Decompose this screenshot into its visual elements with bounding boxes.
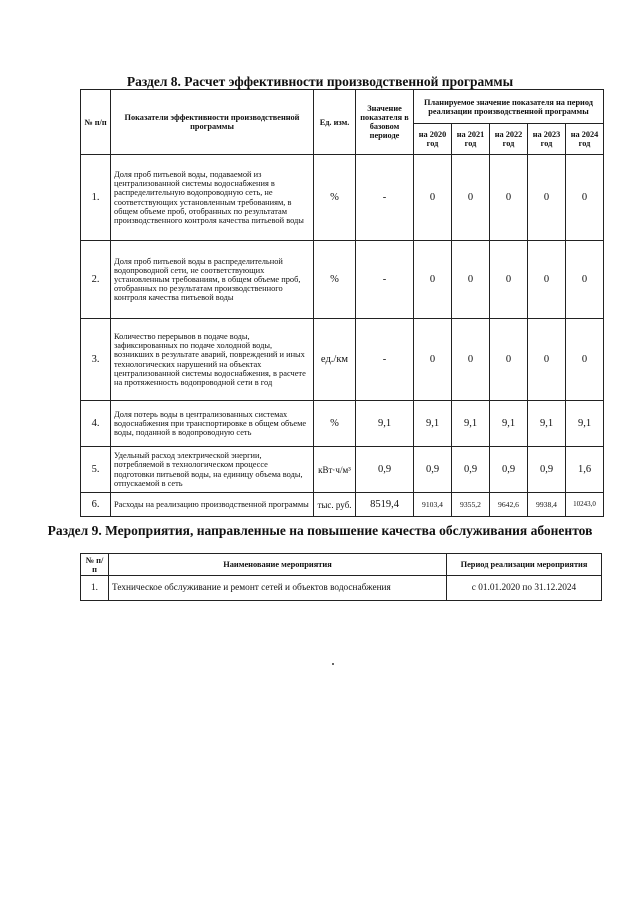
row-value-2022: 0,9 xyxy=(490,447,528,493)
row-value-2020: 9,1 xyxy=(414,401,452,447)
row-unit: кВт·ч/м³ xyxy=(314,447,356,493)
row-indicator: Доля проб питьевой воды, подаваемой из централизованной системы водоснабжения в распределительную водопроводную сеть, не соответствующих установленным требованиям, в общем объеме проб, отобранных по результатам производственного контроля качества питьевой воды xyxy=(111,155,314,241)
header-year-2023: на 2023 год xyxy=(528,124,566,155)
row-num: 3. xyxy=(81,319,111,401)
row-value-2020: 0,9 xyxy=(414,447,452,493)
table-row xyxy=(81,155,604,241)
row-value-2020: 0 xyxy=(414,155,452,241)
header-planned: Планируемое значение показателя на период реализации производственной программы xyxy=(414,90,604,124)
row-value-2024: 10243,0 xyxy=(566,493,604,517)
section-9-title: Раздел 9. Мероприятия, направленные на повышение качества обслуживания абонентов xyxy=(47,523,593,538)
header-unit: Ед. изм. xyxy=(314,90,356,155)
row-base-value: 8519,4 xyxy=(356,493,414,517)
row-num: 1. xyxy=(81,576,109,601)
row-value-2024: 9,1 xyxy=(566,401,604,447)
table-row xyxy=(81,576,602,601)
row-value-2020: 0 xyxy=(414,241,452,319)
table-row xyxy=(81,241,604,319)
row-measure-name: Техническое обслуживание и ремонт сетей и объектов водоснабжения xyxy=(109,576,447,601)
row-value-2022: 0 xyxy=(490,155,528,241)
header-base-value: Значение показателя в базовом периоде xyxy=(356,90,414,155)
row-unit: % xyxy=(314,155,356,241)
header-measure-name: Наименование мероприятия xyxy=(109,554,447,576)
row-base-value: - xyxy=(356,155,414,241)
row-value-2021: 9,1 xyxy=(452,401,490,447)
row-indicator: Удельный расход электрической энергии, потребляемой в технологическом процессе подготовки питьевой воды, на единицу объема воды, отпускаемой в сеть xyxy=(111,447,314,493)
row-num: 6. xyxy=(81,493,111,517)
row-num: 5. xyxy=(81,447,111,493)
efficiency-table xyxy=(80,89,604,517)
header-year-2024: на 2024 год xyxy=(566,124,604,155)
stray-mark xyxy=(332,663,334,665)
header-num: № п/п xyxy=(81,554,109,576)
header-year-2020: на 2020 год xyxy=(414,124,452,155)
row-value-2023: 0 xyxy=(528,241,566,319)
section-8-title: Раздел 8. Расчет эффективности производственной программы xyxy=(126,74,514,89)
row-num: 4. xyxy=(81,401,111,447)
table-row xyxy=(81,401,604,447)
row-base-value: 9,1 xyxy=(356,401,414,447)
row-value-2024: 0 xyxy=(566,319,604,401)
row-value-2024: 1,6 xyxy=(566,447,604,493)
row-value-2021: 0 xyxy=(452,319,490,401)
row-value-2021: 0 xyxy=(452,155,490,241)
row-value-2022: 9,1 xyxy=(490,401,528,447)
header-year-2021: на 2021 год xyxy=(452,124,490,155)
row-unit: тыс. руб. xyxy=(314,493,356,517)
table-row xyxy=(81,447,604,493)
row-value-2023: 0 xyxy=(528,155,566,241)
row-unit: ед./км xyxy=(314,319,356,401)
row-indicator: Доля потерь воды в централизованных системах водоснабжения при транспортировке в общем объеме воды, поданной в водопроводную сеть xyxy=(111,401,314,447)
row-value-2022: 9642,6 xyxy=(490,493,528,517)
row-value-2024: 0 xyxy=(566,155,604,241)
row-value-2022: 0 xyxy=(490,241,528,319)
row-value-2021: 0,9 xyxy=(452,447,490,493)
row-unit: % xyxy=(314,241,356,319)
row-unit: % xyxy=(314,401,356,447)
row-indicator: Количество перерывов в подаче воды, зафиксированных по подаче холодной воды, возникших в результате аварий, повреждений и иных технологических нарушений на объектах централизованной системы водоснабжения, в расчете на протяженность водопроводной сети в год xyxy=(111,319,314,401)
row-base-value: 0,9 xyxy=(356,447,414,493)
row-value-2023: 0,9 xyxy=(528,447,566,493)
row-value-2024: 0 xyxy=(566,241,604,319)
row-value-2020: 9103,4 xyxy=(414,493,452,517)
row-value-2023: 9938,4 xyxy=(528,493,566,517)
row-base-value: - xyxy=(356,319,414,401)
row-value-2023: 9,1 xyxy=(528,401,566,447)
header-year-2022: на 2022 год xyxy=(490,124,528,155)
table-row xyxy=(81,493,604,517)
row-period: с 01.01.2020 по 31.12.2024 xyxy=(447,576,602,601)
row-value-2020: 0 xyxy=(414,319,452,401)
row-value-2021: 9355,2 xyxy=(452,493,490,517)
row-value-2023: 0 xyxy=(528,319,566,401)
header-num: № п/п xyxy=(81,90,111,155)
row-num: 2. xyxy=(81,241,111,319)
header-indicator: Показатели эффективности производственной программы xyxy=(111,90,314,155)
row-value-2021: 0 xyxy=(452,241,490,319)
measures-table xyxy=(80,553,602,601)
row-base-value: - xyxy=(356,241,414,319)
row-indicator: Доля проб питьевой воды в распределительной водопроводной сети, не соответствующих установленным требованиям, в общем объеме проб, отобранных по результатам производственного контроля качества питьевой воды xyxy=(111,241,314,319)
header-period: Период реализации мероприятия xyxy=(447,554,602,576)
row-value-2022: 0 xyxy=(490,319,528,401)
row-indicator: Расходы на реализацию производственной программы xyxy=(111,493,314,517)
row-num: 1. xyxy=(81,155,111,241)
table-row xyxy=(81,319,604,401)
